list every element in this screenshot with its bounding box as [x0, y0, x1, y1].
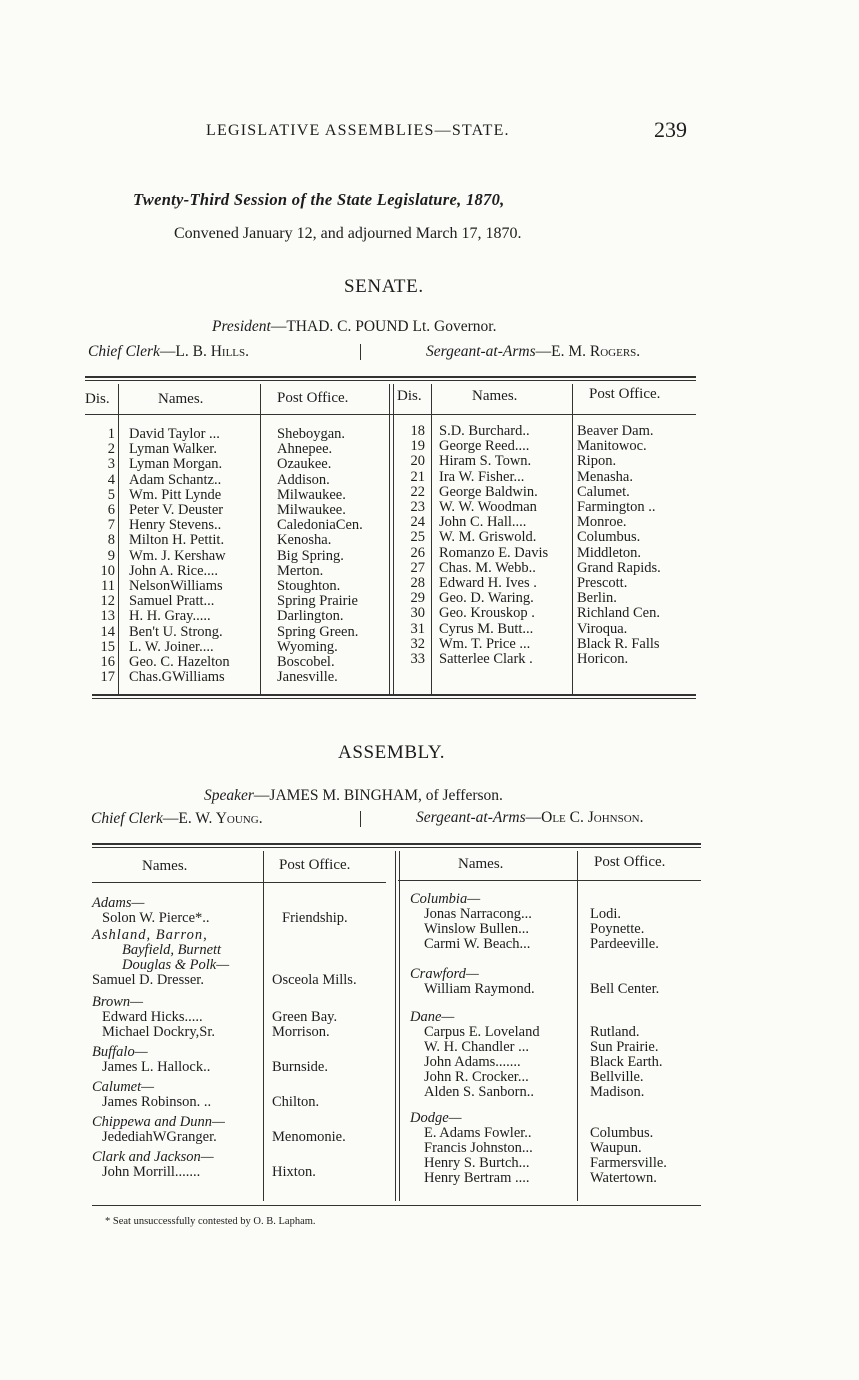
county-heading: Adams—: [92, 895, 145, 911]
post-office: Watertown.: [590, 1170, 657, 1186]
table-row: [85, 579, 363, 594]
post-office: Ripon.: [577, 453, 617, 470]
post-office: Friendship.: [282, 910, 348, 926]
table-row: [85, 457, 363, 472]
post-office: Richland Cen.: [577, 605, 660, 622]
chief-clerk-value: —E. W. Young.: [162, 810, 263, 827]
senate-header-post-office: Post Office.: [589, 386, 661, 402]
table-row: [85, 503, 363, 518]
member-name: Carmi W. Beach...: [424, 936, 531, 952]
post-office: Osceola Mills.: [272, 972, 357, 988]
member-name: Wm. Pitt Lynde: [129, 486, 222, 503]
member-name: Winslow Bullen...: [424, 921, 529, 937]
member-name: William Raymond.: [424, 981, 535, 997]
post-office: Morrison.: [272, 1024, 330, 1040]
table-row: [393, 606, 661, 621]
chief-clerk-value: —L. B. Hills.: [159, 343, 250, 360]
page-number: 239: [654, 117, 687, 142]
district-number: 16: [100, 654, 115, 671]
speaker-label: Speaker: [204, 787, 254, 804]
county-heading: Brown—: [92, 994, 144, 1010]
member-name: Peter V. Deuster: [129, 502, 224, 519]
district-number: 25: [410, 529, 425, 546]
table-row: [92, 911, 392, 928]
assembly-title: ASSEMBLY.: [338, 742, 446, 763]
senate-col-divider: [389, 384, 390, 694]
post-office: Middleton.: [577, 544, 642, 561]
table-row: [393, 546, 661, 561]
table-row: [410, 982, 710, 1010]
table-row: [393, 500, 661, 515]
convened-line: Convened January 12, and adjourned March 17, 1870.: [174, 225, 522, 242]
district-number: 27: [410, 559, 425, 576]
speaker-value: —JAMES M. BINGHAM, of Jefferson.: [253, 787, 503, 804]
senate-top-rule: [85, 376, 696, 381]
table-row: [85, 518, 363, 533]
county-heading: Chippewa and Dunn—: [92, 1114, 225, 1130]
member-name: Adam Schantz..: [129, 471, 222, 488]
table-row: [410, 1025, 710, 1040]
table-row: [92, 1165, 392, 1182]
president-label: President: [212, 318, 271, 335]
member-name: Carpus E. Loveland: [424, 1024, 540, 1040]
post-office: Viroqua.: [577, 620, 628, 637]
district-number: 1: [107, 426, 115, 442]
district-number: 9: [107, 547, 115, 564]
table-row: [393, 591, 661, 606]
post-office: Burnside.: [272, 1059, 328, 1075]
member-name: Geo. Krouskop .: [439, 605, 535, 622]
post-office: Calumet.: [577, 483, 630, 500]
table-row: [85, 473, 363, 488]
post-office: Darlington.: [277, 608, 344, 625]
assembly-col-divider: [395, 851, 396, 1201]
president-line: [212, 318, 496, 336]
member-name: Cyrus M. Butt...: [439, 620, 534, 637]
speaker-line: [204, 787, 503, 805]
chief-clerk-label: Chief Clerk: [91, 810, 163, 827]
post-office: Hixton.: [272, 1164, 316, 1180]
post-office: Stoughton.: [277, 578, 341, 595]
county-heading: Calumet—: [92, 1079, 155, 1095]
district-number: 12: [100, 593, 115, 610]
member-name: Satterlee Clark .: [439, 651, 533, 668]
assembly-left-rows: [92, 896, 392, 1182]
assembly-right-rows: [410, 892, 710, 1186]
member-name: E. Adams Fowler..: [424, 1125, 532, 1141]
district-number: 15: [100, 638, 115, 655]
member-name: Lyman Morgan.: [129, 456, 223, 473]
post-office: Ahnepee.: [277, 441, 333, 458]
member-name: Solon W. Pierce*..: [102, 910, 210, 926]
district-number: 28: [410, 575, 425, 592]
district-number: 20: [410, 453, 425, 470]
county-heading: Columbia—: [410, 891, 481, 907]
senate-header-dis: Dis.: [85, 391, 110, 407]
member-name: Henry Bertram ....: [424, 1170, 530, 1186]
member-name: L. W. Joiner....: [129, 638, 214, 655]
senate-chief-clerk: [88, 343, 249, 361]
assembly-header-rule: [398, 880, 701, 881]
district-number: 30: [410, 605, 425, 622]
senate-bottom-rule: [92, 694, 696, 699]
table-row: [410, 1126, 710, 1141]
footnote: * Seat unsuccessfully contested by O. B. Lapham.: [105, 1216, 316, 1227]
table-row: [393, 424, 661, 439]
post-office: Monroe.: [577, 514, 627, 531]
county-heading: Dane—: [410, 1009, 455, 1025]
senate-header-post-office: Post Office.: [277, 390, 349, 406]
table-row: [393, 485, 661, 500]
sergeant-value: —Ole C. Johnson.: [525, 809, 644, 826]
county-heading: Bayfield, Burnett: [122, 942, 222, 958]
table-row: [410, 1055, 710, 1070]
district-number: 5: [107, 486, 115, 503]
member-name: Francis Johnston...: [424, 1140, 533, 1156]
table-row: [393, 470, 661, 485]
district-number: 11: [101, 578, 115, 595]
county-heading: Clark and Jackson—: [92, 1149, 214, 1165]
table-row: [393, 515, 661, 530]
table-row: [410, 1040, 710, 1055]
post-office: Horicon.: [577, 651, 629, 668]
table-row: [393, 439, 661, 454]
member-name: Alden S. Sanborn..: [424, 1084, 534, 1100]
post-office: Beaver Dam.: [577, 423, 654, 439]
table-row: [92, 1025, 392, 1045]
senate-header-dis: Dis.: [397, 388, 422, 404]
member-name: Michael Dockry,Sr.: [102, 1024, 216, 1040]
member-name: John A. Rice....: [129, 562, 219, 579]
member-name: Edward Hicks.....: [102, 1009, 203, 1025]
table-row: [393, 576, 661, 591]
member-name: George Reed....: [439, 438, 530, 455]
post-office: Spring Prairie: [277, 593, 358, 610]
post-office: Farmington ..: [577, 499, 656, 516]
post-office: Bell Center.: [590, 981, 660, 997]
table-row: [85, 564, 363, 579]
president-value: —THAD. C. POUND Lt. Governor.: [270, 318, 497, 335]
post-office: Boscobel.: [277, 654, 335, 671]
post-office: Spring Green.: [277, 623, 359, 640]
post-office: Manitowoc.: [577, 438, 647, 455]
post-office: Waupun.: [590, 1140, 642, 1156]
table-row: [85, 488, 363, 503]
post-office: Wyoming.: [277, 638, 338, 655]
member-name: Wm. T. Price ...: [439, 635, 531, 652]
member-name: James L. Hallock..: [102, 1059, 211, 1075]
member-name: Ira W. Fisher...: [439, 468, 525, 485]
member-name: Ben't U. Strong.: [129, 623, 223, 640]
member-name: JedediahWGranger.: [102, 1129, 217, 1145]
district-number: 8: [107, 532, 115, 549]
table-row: [410, 907, 710, 922]
county-heading: Buffalo—: [92, 1044, 148, 1060]
table-row: [393, 454, 661, 469]
senate-header-rule: [85, 414, 696, 415]
member-name: Milton H. Pettit.: [129, 532, 225, 549]
senate-title: SENATE.: [344, 276, 424, 297]
post-office: Janesville.: [277, 669, 338, 686]
post-office: Black R. Falls: [577, 635, 660, 652]
county-heading: Ashland, Barron,: [92, 927, 208, 943]
assembly-header-names: Names.: [458, 856, 504, 872]
session-title: Twenty-Third Session of the State Legislature, 1870,: [133, 190, 505, 209]
district-number: 21: [410, 468, 425, 485]
officer-divider: [360, 344, 361, 360]
district-number: 14: [100, 623, 115, 640]
table-row: [393, 637, 661, 652]
member-name: James Robinson. ..: [102, 1094, 212, 1110]
post-office: CaledoniaCen.: [277, 517, 363, 534]
table-row: [410, 937, 710, 967]
member-name: Henry Stevens..: [129, 517, 222, 534]
member-name: Romanzo E. Davis: [439, 544, 549, 561]
post-office: Rutland.: [590, 1024, 640, 1040]
post-office: Kenosha.: [277, 532, 332, 549]
district-number: 2: [107, 441, 115, 458]
table-row: [85, 655, 363, 670]
sergeant-label: Sergeant-at-Arms: [416, 809, 526, 826]
district-number: 23: [410, 499, 425, 516]
assembly-header-post-office: Post Office.: [594, 854, 666, 870]
senate-header-names: Names.: [472, 388, 518, 404]
sergeant-value: —E. M. Rogers.: [535, 343, 641, 360]
post-office: Lodi.: [590, 906, 622, 922]
table-row: [85, 427, 363, 442]
running-head: LEGISLATIVE ASSEMBLIES—STATE.: [206, 122, 510, 139]
table-row: [92, 1060, 392, 1080]
post-office: Big Spring.: [277, 547, 344, 564]
table-row: [85, 533, 363, 548]
senate-right-rows: [393, 424, 661, 667]
district-number: 10: [100, 562, 115, 579]
post-office: Poynette.: [590, 921, 645, 937]
member-name: John R. Crocker...: [424, 1069, 529, 1085]
member-name: Wm. J. Kershaw: [129, 547, 226, 564]
table-row: [92, 1130, 392, 1150]
county-heading: Dodge—: [410, 1110, 462, 1126]
district-number: 31: [410, 620, 425, 637]
assembly-header-post-office: Post Office.: [279, 857, 351, 873]
post-office: Grand Rapids.: [577, 559, 661, 576]
table-row: [410, 1141, 710, 1156]
post-office: Milwaukee.: [277, 502, 346, 519]
district-number: 29: [410, 590, 425, 607]
member-name: George Baldwin.: [439, 483, 538, 500]
district-number: 24: [410, 514, 425, 531]
officer-divider: [360, 811, 361, 827]
district-number: 22: [410, 483, 425, 500]
post-office: Sun Prairie.: [590, 1039, 659, 1055]
county-heading: Douglas & Polk—: [122, 957, 230, 973]
district-number: 6: [107, 502, 115, 519]
table-row: [85, 594, 363, 609]
assembly-header-rule: [92, 882, 386, 883]
table-row: [410, 1171, 710, 1186]
member-name: NelsonWilliams: [129, 578, 223, 595]
member-name: John Morrill.......: [102, 1164, 201, 1180]
post-office: Farmersville.: [590, 1155, 667, 1171]
table-row: [410, 1070, 710, 1085]
member-name: S.D. Burchard..: [439, 423, 530, 439]
post-office: Addison.: [277, 471, 330, 488]
member-name: W. W. Woodman: [439, 499, 537, 516]
post-office: Merton.: [277, 562, 324, 579]
assembly-bottom-rule: [92, 1205, 701, 1206]
table-row: [410, 922, 710, 937]
table-row: [92, 1095, 392, 1115]
post-office: Black Earth.: [590, 1054, 663, 1070]
member-name: Samuel Pratt...: [129, 593, 215, 610]
assembly-chief-clerk: [91, 810, 263, 828]
district-number: 17: [100, 669, 115, 686]
post-office: Menomonie.: [272, 1129, 346, 1145]
district-number: 26: [410, 544, 425, 561]
table-row: [393, 561, 661, 576]
post-office: Menasha.: [577, 468, 633, 485]
member-name: Edward H. Ives .: [439, 575, 537, 592]
assembly-header-names: Names.: [142, 858, 188, 874]
table-row: [393, 622, 661, 637]
district-number: 19: [410, 438, 425, 455]
senate-header-names: Names.: [158, 391, 204, 407]
table-row: [410, 1085, 710, 1111]
post-office: Sheboygan.: [277, 426, 346, 442]
post-office: Prescott.: [577, 575, 628, 592]
district-number: 7: [107, 517, 115, 534]
district-number: 4: [107, 471, 115, 488]
district-number: 18: [410, 423, 425, 439]
post-office: Columbus.: [577, 529, 641, 546]
member-name: W. H. Chandler ...: [424, 1039, 529, 1055]
table-row: [85, 640, 363, 655]
table-row: [393, 530, 661, 545]
chief-clerk-label: Chief Clerk: [88, 343, 160, 360]
member-name: David Taylor ...: [129, 426, 220, 442]
senate-sergeant: [426, 343, 640, 361]
member-name: Geo. D. Waring.: [439, 590, 534, 607]
member-name: John C. Hall....: [439, 514, 527, 531]
member-name: John Adams.......: [424, 1054, 521, 1070]
post-office: Green Bay.: [272, 1009, 338, 1025]
member-name: Lyman Walker.: [129, 441, 217, 458]
assembly-sergeant: [416, 809, 643, 827]
member-name: Chas.GWilliams: [129, 669, 225, 686]
county-heading: Crawford—: [410, 966, 479, 982]
member-name: Henry S. Burtch...: [424, 1155, 530, 1171]
member-name: W. M. Griswold.: [439, 529, 537, 546]
district-number: 33: [410, 651, 425, 668]
assembly-top-rule: [92, 843, 701, 848]
member-name: Hiram S. Town.: [439, 453, 532, 470]
table-row: [85, 442, 363, 457]
post-office: Pardeeville.: [590, 936, 659, 952]
assembly-col-divider: [399, 851, 400, 1201]
post-office: Milwaukee.: [277, 486, 346, 503]
member-name: Geo. C. Hazelton: [129, 654, 230, 671]
member-name: Samuel D. Dresser.: [92, 972, 204, 988]
sergeant-label: Sergeant-at-Arms: [426, 343, 536, 360]
post-office: Bellville.: [590, 1069, 644, 1085]
district-number: 32: [410, 635, 425, 652]
post-office: Columbus.: [590, 1125, 654, 1141]
post-office: Madison.: [590, 1084, 645, 1100]
table-row: [410, 1156, 710, 1171]
post-office: Berlin.: [577, 590, 617, 607]
post-office: Ozaukee.: [277, 456, 332, 473]
table-row: [393, 652, 661, 667]
post-office: Chilton.: [272, 1094, 320, 1110]
senate-left-rows: [85, 427, 363, 685]
table-row: [85, 609, 363, 624]
table-row: [85, 549, 363, 564]
district-number: 3: [107, 456, 115, 473]
member-name: Chas. M. Webb..: [439, 559, 536, 576]
table-row: [92, 1010, 392, 1025]
member-name: H. H. Gray.....: [129, 608, 211, 625]
table-row: [92, 973, 392, 995]
table-row: [85, 625, 363, 640]
district-number: 13: [100, 608, 115, 625]
table-row: [85, 670, 363, 685]
member-name: Jonas Narracong...: [424, 906, 532, 922]
